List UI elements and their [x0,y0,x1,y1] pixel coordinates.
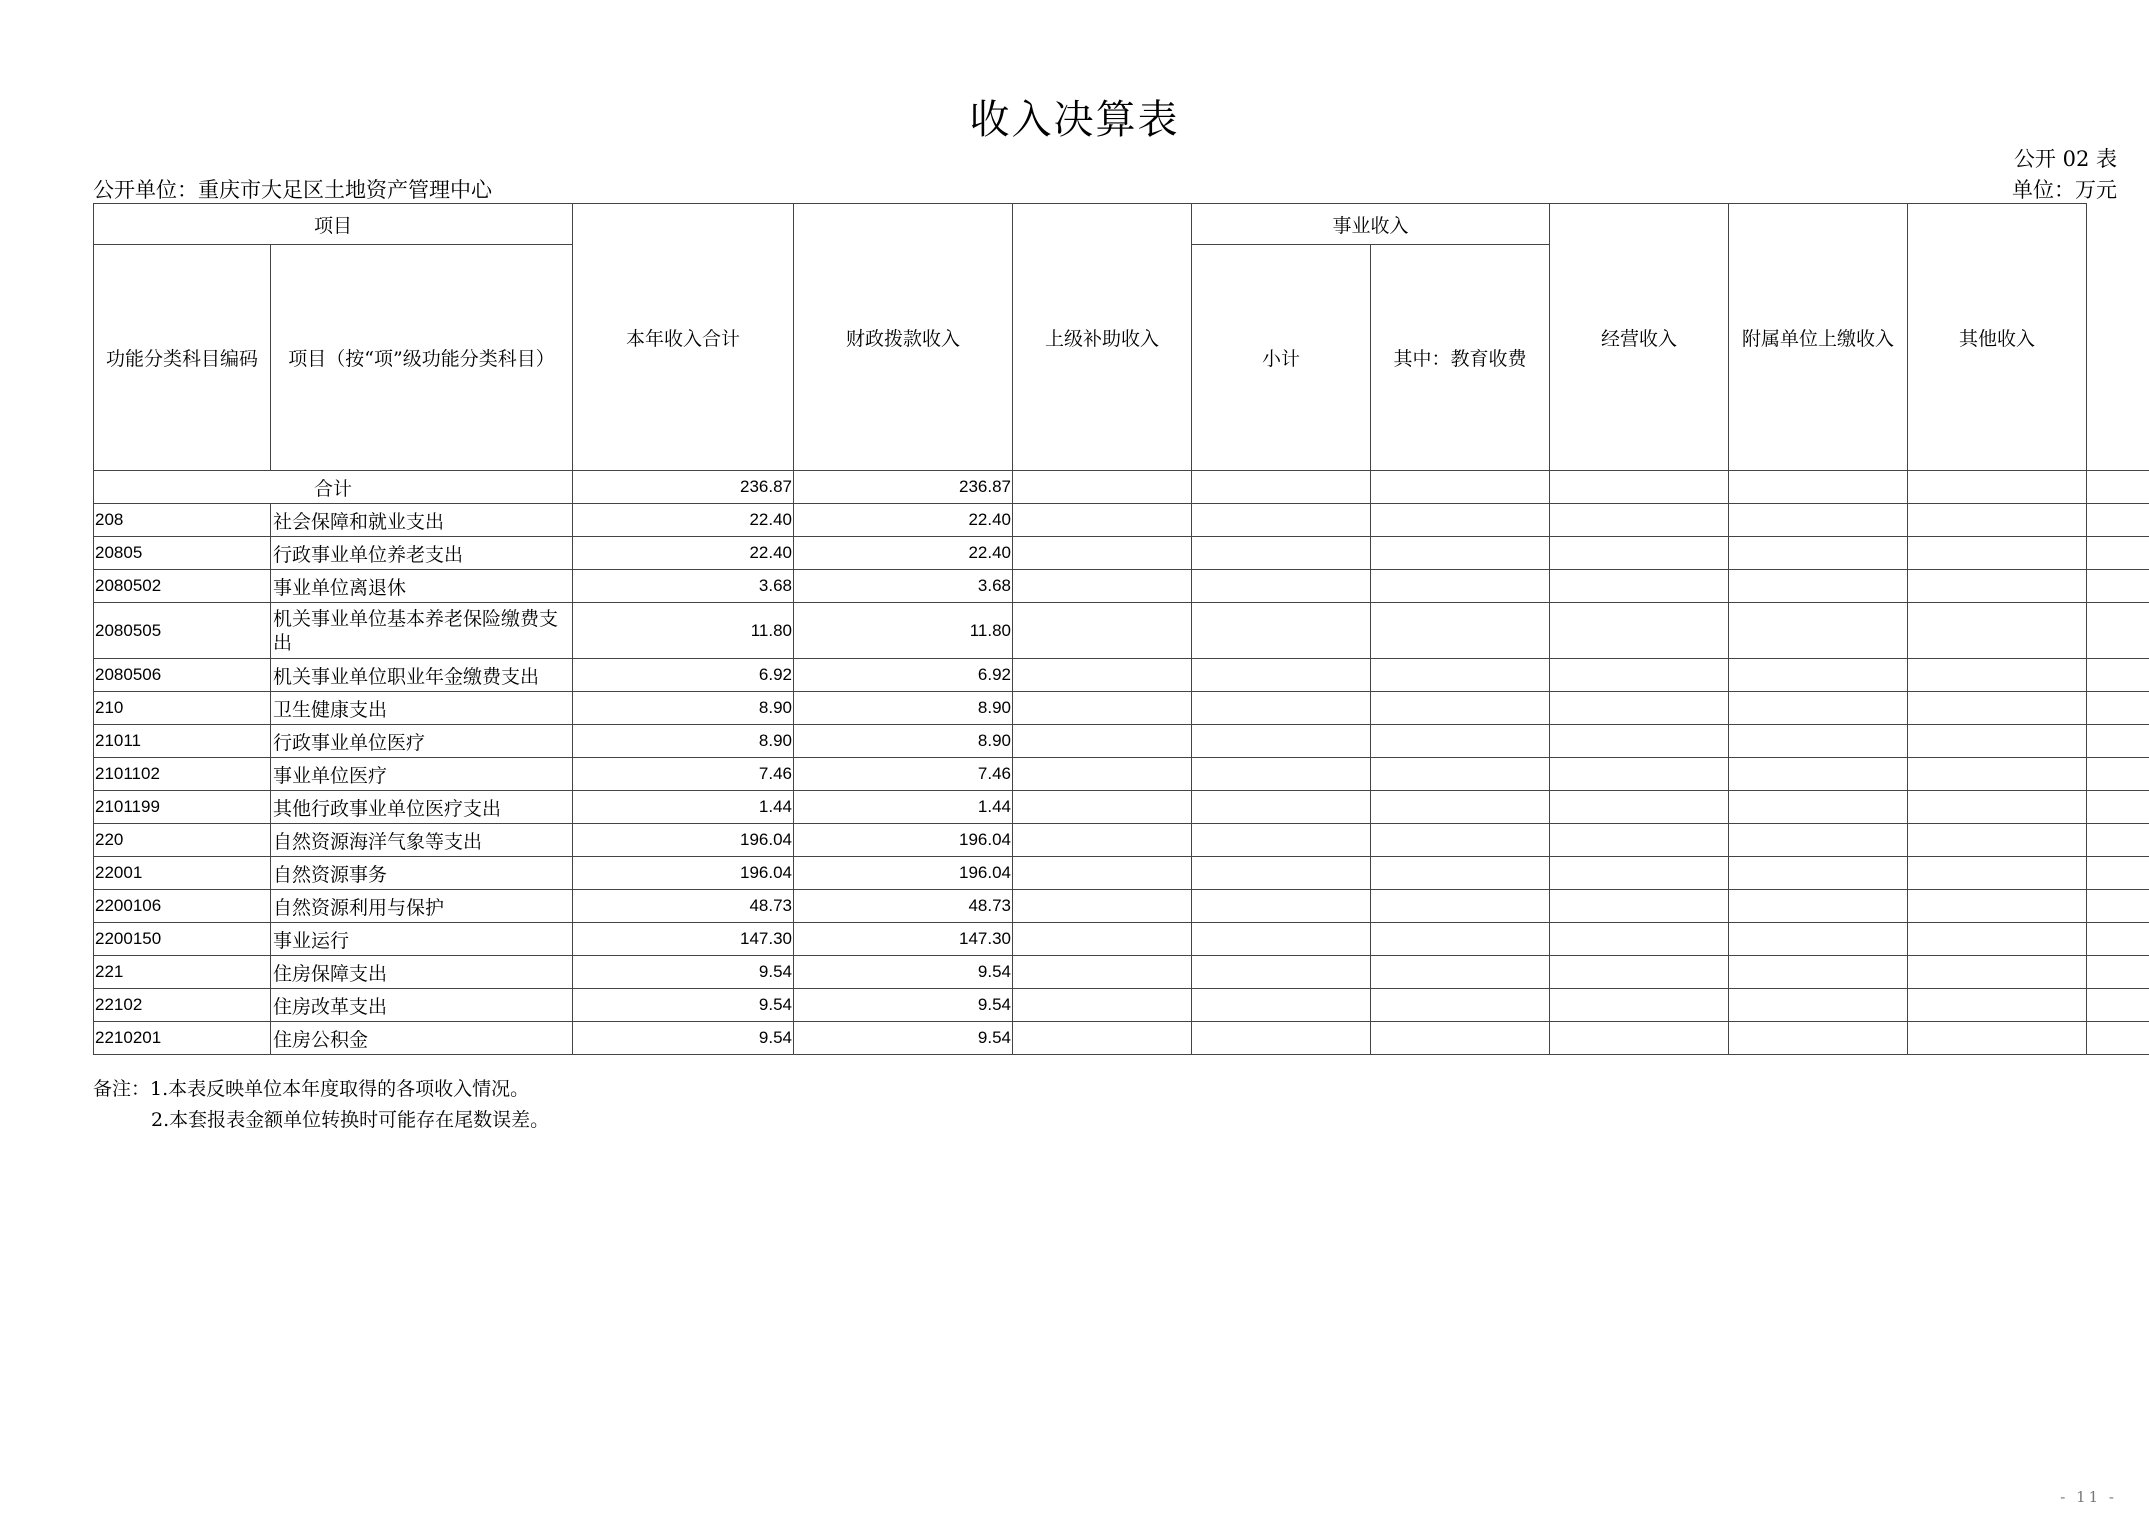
total-income: 22.40 [573,537,794,570]
empty-cell [1550,504,1729,537]
empty-cell [1908,603,2087,659]
item-name: 事业运行 [271,923,573,956]
table-row [94,824,2149,857]
table-row [94,537,2149,570]
total-income: 236.87 [573,471,794,504]
empty-cell [1729,603,1908,659]
empty-cell [1729,659,1908,692]
header-business-group: 事业收入 [1192,204,1550,245]
empty-cell [1550,824,1729,857]
header-item-name: 项目（按“项”级功能分类科目） [271,245,573,471]
empty-cell [1729,1022,1908,1055]
empty-cell [2087,725,2149,758]
func-code: 22102 [94,989,271,1022]
income-table [93,203,2149,1055]
empty-cell [1729,989,1908,1022]
page-number: - 11 - [2060,1488,2117,1506]
func-code: 2200106 [94,890,271,923]
total-income: 9.54 [573,956,794,989]
empty-cell [1013,824,1192,857]
empty-cell [1729,692,1908,725]
fiscal-income: 9.54 [794,1022,1013,1055]
empty-cell [1192,857,1371,890]
empty-cell [1550,857,1729,890]
empty-cell [2087,1022,2149,1055]
table-row [94,857,2149,890]
empty-cell [2087,758,2149,791]
fiscal-income: 8.90 [794,725,1013,758]
fiscal-income: 9.54 [794,956,1013,989]
total-income: 147.30 [573,923,794,956]
empty-cell [1013,791,1192,824]
table-row [94,890,2149,923]
empty-cell [1371,890,1550,923]
total-income: 9.54 [573,1022,794,1055]
empty-cell [1908,659,2087,692]
fiscal-income: 11.80 [794,603,1013,659]
empty-cell [2087,570,2149,603]
header-education-fee: 其中：教育收费 [1371,245,1550,471]
func-code: 2200150 [94,923,271,956]
empty-cell [1908,989,2087,1022]
total-income: 1.44 [573,791,794,824]
item-name: 事业单位医疗 [271,758,573,791]
func-code: 22001 [94,857,271,890]
empty-cell [1550,570,1729,603]
func-code: 2080506 [94,659,271,692]
total-income: 7.46 [573,758,794,791]
empty-cell [1908,923,2087,956]
table-row [94,956,2149,989]
empty-cell [1371,857,1550,890]
item-name: 机关事业单位职业年金缴费支出 [271,659,573,692]
note-1: 备注：1.本表反映单位本年度取得的各项收入情况。 [93,1078,530,1100]
empty-cell [1013,923,1192,956]
empty-cell [1729,570,1908,603]
fiscal-income: 196.04 [794,824,1013,857]
empty-cell [1908,725,2087,758]
empty-cell [1908,1022,2087,1055]
header-total-income: 本年收入合计 [573,204,794,471]
empty-cell [2087,989,2149,1022]
table-row [94,692,2149,725]
empty-cell [1013,692,1192,725]
empty-cell [1013,504,1192,537]
empty-cell [1192,603,1371,659]
empty-cell [1371,570,1550,603]
item-name: 自然资源事务 [271,857,573,890]
empty-cell [1908,890,2087,923]
header-other: 其他收入 [1908,204,2087,471]
empty-cell [1013,890,1192,923]
empty-cell [1371,923,1550,956]
func-code: 20805 [94,537,271,570]
empty-cell [1192,791,1371,824]
total-income: 196.04 [573,824,794,857]
item-name: 事业单位离退休 [271,570,573,603]
empty-cell [1908,956,2087,989]
fiscal-income: 6.92 [794,659,1013,692]
notes [93,1074,549,1136]
table-row [94,989,2149,1022]
empty-cell [2087,890,2149,923]
empty-cell [1192,659,1371,692]
empty-cell [1550,890,1729,923]
empty-cell [1908,758,2087,791]
empty-cell [1908,791,2087,824]
empty-cell [1013,989,1192,1022]
empty-cell [1550,603,1729,659]
table-body [94,471,2149,1055]
total-income: 22.40 [573,504,794,537]
empty-cell [1371,758,1550,791]
empty-cell [1550,1022,1729,1055]
money-unit: 单位：万元 [2012,178,2117,202]
empty-cell [1192,537,1371,570]
table-row [94,603,2149,659]
func-code: 2080505 [94,603,271,659]
item-name: 行政事业单位养老支出 [271,537,573,570]
empty-cell [1013,570,1192,603]
empty-cell [1192,758,1371,791]
item-name: 其他行政事业单位医疗支出 [271,791,573,824]
empty-cell [2087,857,2149,890]
func-code: 210 [94,692,271,725]
total-income: 196.04 [573,857,794,890]
unit-line [93,174,2117,204]
empty-cell [1192,570,1371,603]
func-code: 221 [94,956,271,989]
header-fiscal: 财政拨款收入 [794,204,1013,471]
item-name: 行政事业单位医疗 [271,725,573,758]
empty-cell [2087,791,2149,824]
empty-cell [1371,791,1550,824]
item-name: 卫生健康支出 [271,692,573,725]
empty-cell [1192,890,1371,923]
empty-cell [1550,989,1729,1022]
reporting-unit: 公开单位：重庆市大足区土地资产管理中心 [93,178,492,202]
empty-cell [1729,537,1908,570]
empty-cell [1908,537,2087,570]
table-row [94,791,2149,824]
total-income: 48.73 [573,890,794,923]
empty-cell [1013,1022,1192,1055]
fiscal-income: 7.46 [794,758,1013,791]
empty-cell [1371,692,1550,725]
empty-cell [1371,659,1550,692]
empty-cell [1371,725,1550,758]
empty-cell [1550,791,1729,824]
total-label: 合计 [94,471,573,504]
item-name: 机关事业单位基本养老保险缴费支出 [271,603,573,659]
func-code: 208 [94,504,271,537]
empty-cell [1192,504,1371,537]
item-name: 自然资源利用与保护 [271,890,573,923]
item-name: 社会保障和就业支出 [271,504,573,537]
page-title: 收入决算表 [969,97,1180,143]
func-code: 2080502 [94,570,271,603]
form-id: 公开 02 表 [2013,147,2117,171]
empty-cell [1013,956,1192,989]
table-row [94,923,2149,956]
empty-cell [1371,537,1550,570]
empty-cell [1729,824,1908,857]
item-name: 住房改革支出 [271,989,573,1022]
empty-cell [1908,570,2087,603]
func-code: 2210201 [94,1022,271,1055]
empty-cell [1371,1022,1550,1055]
func-code: 220 [94,824,271,857]
fiscal-income: 22.40 [794,504,1013,537]
func-code: 2101199 [94,791,271,824]
empty-cell [1550,956,1729,989]
empty-cell [1729,857,1908,890]
empty-cell [1729,504,1908,537]
table-row [94,725,2149,758]
item-name: 住房保障支出 [271,956,573,989]
empty-cell [1729,956,1908,989]
table-row [94,570,2149,603]
empty-cell [1371,603,1550,659]
header-subtotal: 小计 [1192,245,1371,471]
total-fiscal: 236.87 [794,471,1013,504]
empty-cell [2087,956,2149,989]
empty-cell [1013,537,1192,570]
empty-cell [1550,923,1729,956]
fiscal-income: 48.73 [794,890,1013,923]
empty-cell [1192,1022,1371,1055]
total-row [94,471,2149,504]
item-name: 住房公积金 [271,1022,573,1055]
empty-cell [1550,537,1729,570]
empty-cell [1013,659,1192,692]
empty-cell [1729,791,1908,824]
table-row [94,504,2149,537]
item-name: 自然资源海洋气象等支出 [271,824,573,857]
empty-cell [1908,504,2087,537]
empty-cell [1192,824,1371,857]
header-func-code: 功能分类科目编码 [94,245,271,471]
empty-cell [1908,824,2087,857]
empty-cell [1550,692,1729,725]
empty-cell [1013,603,1192,659]
header-operating: 经营收入 [1550,204,1729,471]
empty-cell [2087,537,2149,570]
empty-cell [2087,504,2149,537]
empty-cell [1729,725,1908,758]
table-header [94,204,2149,471]
empty-cell [1729,923,1908,956]
empty-cell [2087,603,2149,659]
empty-cell [1908,857,2087,890]
empty-cell [1192,725,1371,758]
empty-cell [1371,504,1550,537]
fiscal-income: 22.40 [794,537,1013,570]
empty-cell [1371,989,1550,1022]
fiscal-income: 147.30 [794,923,1013,956]
total-income: 8.90 [573,725,794,758]
table-row [94,1022,2149,1055]
empty-cell [1192,956,1371,989]
empty-cell [1192,692,1371,725]
total-income: 9.54 [573,989,794,1022]
empty-cell [1550,725,1729,758]
empty-cell [2087,824,2149,857]
empty-cell [1550,758,1729,791]
header-superior-subsidy: 上级补助收入 [1013,204,1192,471]
total-income: 8.90 [573,692,794,725]
empty-cell [1013,725,1192,758]
empty-cell [1192,989,1371,1022]
func-code: 21011 [94,725,271,758]
header-affiliated: 附属单位上缴收入 [1729,204,1908,471]
empty-cell [1371,824,1550,857]
empty-cell [1371,956,1550,989]
empty-cell [1729,890,1908,923]
empty-cell [1908,692,2087,725]
fiscal-income: 196.04 [794,857,1013,890]
empty-cell [1013,758,1192,791]
total-income: 11.80 [573,603,794,659]
note-2: 2.本套报表金额单位转换时可能存在尾数误差。 [151,1109,550,1131]
fiscal-income: 1.44 [794,791,1013,824]
func-code: 2101102 [94,758,271,791]
table-row [94,758,2149,791]
empty-cell [1550,659,1729,692]
empty-cell [1729,758,1908,791]
header-item-group: 项目 [94,204,573,245]
empty-cell [1192,923,1371,956]
empty-cell [1013,857,1192,890]
empty-cell [2087,923,2149,956]
empty-cell [2087,659,2149,692]
fiscal-income: 3.68 [794,570,1013,603]
total-income: 3.68 [573,570,794,603]
fiscal-income: 9.54 [794,989,1013,1022]
fiscal-income: 8.90 [794,692,1013,725]
table-row [94,659,2149,692]
total-income: 6.92 [573,659,794,692]
empty-cell [2087,692,2149,725]
